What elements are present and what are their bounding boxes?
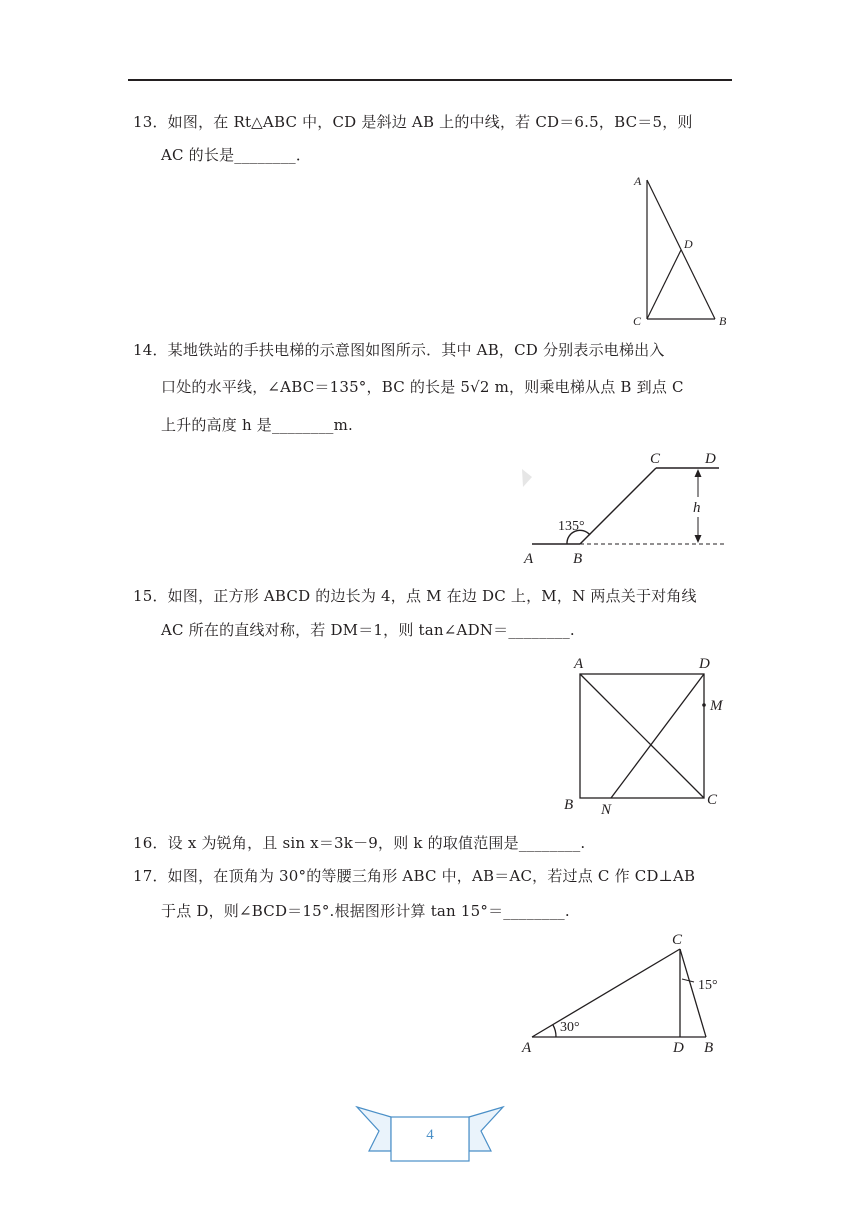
- q17-figure: [518, 927, 733, 1062]
- q17-angle-label-a: 30°: [560, 1020, 580, 1035]
- q13-label-a: A: [634, 174, 642, 188]
- q17-angle-tick-c: [682, 979, 694, 982]
- q17-label-c: C: [672, 932, 683, 948]
- q14-label-c: C: [650, 451, 661, 467]
- q13-line-1: 13．如图，在 Rt△ABC 中，CD 是斜边 AB 上的中线，若 CD＝6.5，BC＝5，则: [133, 113, 693, 131]
- q15-segment-dn: [611, 674, 704, 798]
- q14-escalator-bc: [580, 468, 656, 544]
- q17-side-ac: [532, 949, 680, 1037]
- q15-point-m: [702, 703, 706, 707]
- ribbon-right-tail: [469, 1107, 503, 1151]
- ribbon-left-tail: [357, 1107, 391, 1151]
- q15-figure: [560, 652, 740, 818]
- q14-figure: [515, 447, 735, 572]
- q14-label-a: A: [524, 551, 534, 567]
- watermark-mark: [522, 469, 532, 487]
- q13-label-c: C: [633, 314, 642, 328]
- q14-line-3: 上升的高度 h 是________m.: [161, 416, 353, 434]
- q15-line-2: AC 所在的直线对称，若 DM＝1，则 tan∠ADN＝________.: [161, 621, 575, 639]
- q14-label-b: B: [573, 551, 583, 567]
- q15-label-n: N: [601, 802, 612, 818]
- q15-label-m: M: [710, 698, 723, 714]
- q15-label-d: D: [699, 656, 710, 672]
- q14-line-1: 14．某地铁站的手扶电梯的示意图如图所示．其中 AB，CD 分别表示电梯出入: [133, 341, 665, 359]
- q15-diagonal-ac: [580, 674, 704, 798]
- q13-line-2: AC 的长是________．: [161, 146, 312, 164]
- q13-figure: [620, 170, 740, 330]
- q17-label-b: B: [704, 1040, 714, 1056]
- q15-line-1: 15．如图，正方形 ABCD 的边长为 4，点 M 在边 DC 上，M，N 两点关于对角线: [133, 587, 697, 605]
- q15-label-c: C: [707, 792, 718, 808]
- q17-angle-label-c: 15°: [698, 978, 718, 993]
- q17-label-a: A: [522, 1040, 532, 1056]
- q17-angle-arc-a: [553, 1025, 556, 1037]
- q14-arrowhead-down: [695, 535, 702, 543]
- q13-label-d: D: [684, 237, 693, 251]
- q17-line-1: 17．如图，在顶角为 30°的等腰三角形 ABC 中，AB＝AC，若过点 C 作 CD⊥AB: [133, 867, 696, 885]
- q14-arrowhead-up: [695, 469, 702, 477]
- page-number: 4: [426, 1127, 434, 1143]
- q17-label-d: D: [673, 1040, 684, 1056]
- q13-label-b: B: [719, 314, 727, 328]
- q15-label-b: B: [564, 797, 574, 813]
- q17-side-cb: [680, 949, 706, 1037]
- q14-label-h: h: [693, 500, 701, 516]
- q14-line-2: 口处的水平线，∠ABC＝135°，BC 的长是 5√2 m，则乘电梯从点 B 到点 C: [161, 378, 684, 396]
- q16-line-1: 16．设 x 为锐角，且 sin x＝3k－9，则 k 的取值范围是________.: [133, 834, 586, 852]
- q14-angle-label: 135°: [558, 519, 585, 534]
- header-rule: [128, 79, 732, 81]
- q13-median-cd: [647, 250, 681, 319]
- q14-label-d: D: [705, 451, 716, 467]
- q15-label-a: A: [574, 656, 584, 672]
- q17-line-2: 于点 D，则∠BCD＝15°.根据图形计算 tan 15°＝________.: [161, 902, 570, 920]
